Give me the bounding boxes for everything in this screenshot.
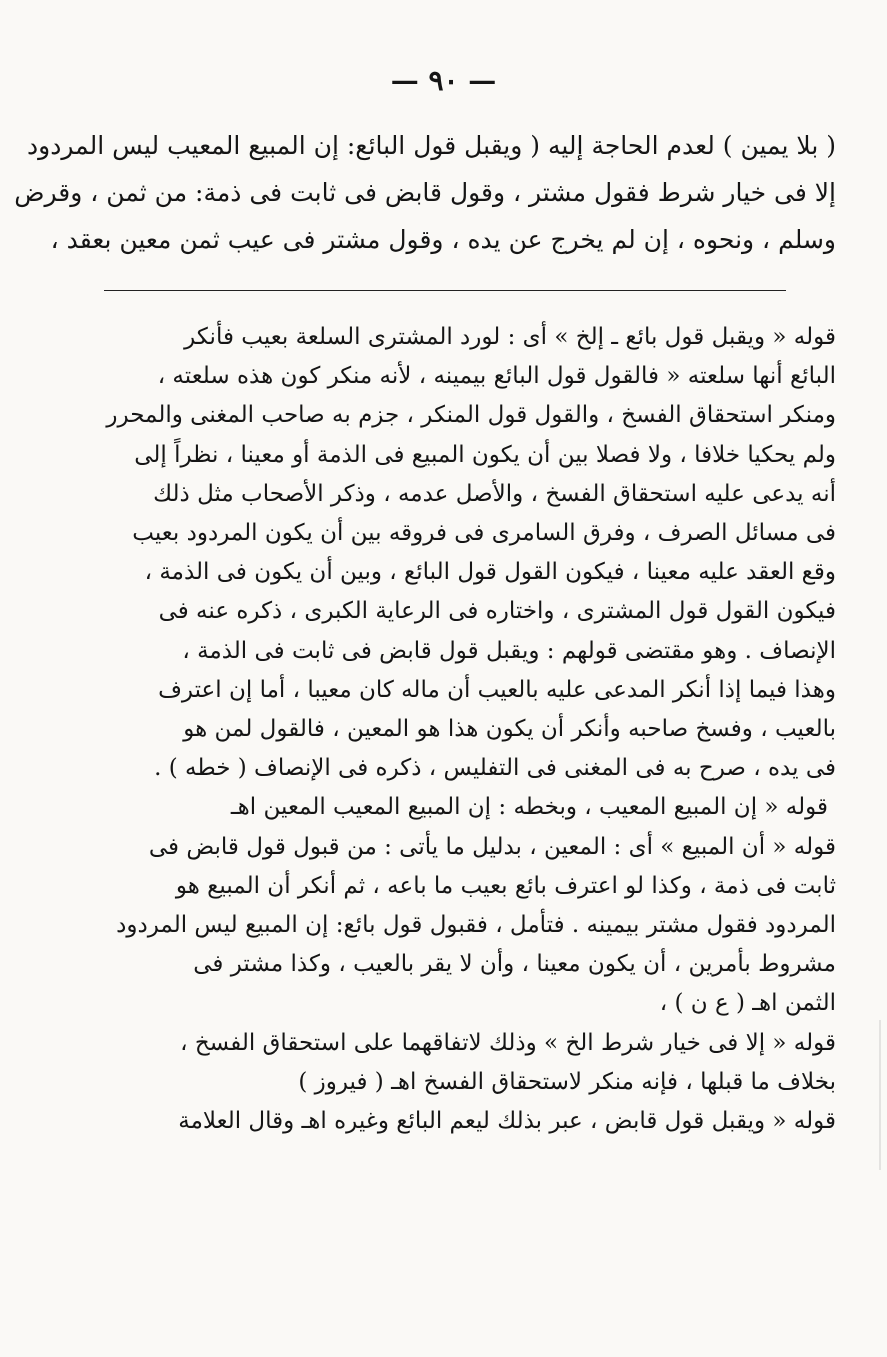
commentary-line: البائع أنها سلعته « فالقول قول البائع بيمينه ، لأنه منكر كون هذه سلعته ، xyxy=(157,363,836,390)
commentary-line: ومنكر استحقاق الفسخ ، والقول قول المنكر ، جزم به صاحب المغنى والمحرر xyxy=(106,402,836,429)
commentary-line: قوله « ويقبل قول قابض ، عبر بذلك ليعم البائع وغيره اهـ وقال العلامة xyxy=(178,1108,836,1135)
footnote-divider xyxy=(104,290,786,291)
commentary-line: ولم يحكيا خلافا ، ولا فصلا بين أن يكون المبيع فى الذمة أو معينا ، نظراً إلى xyxy=(134,441,836,468)
commentary-line: فيكون القول قول المشترى ، واختاره فى الرعاية الكبرى ، ذكره عنه فى xyxy=(158,598,836,625)
commentary-line: ثابت فى ذمة ، وكذا لو اعترف بائع بعيب ما باعه ، ثم أنكر أن المبيع هو xyxy=(175,872,836,899)
commentary-line: قوله « ويقبل قول بائع ـ إلخ » أى : لورد المشترى السلعة بعيب فأنكر xyxy=(184,324,836,350)
commentary-line: وهذا فيما إذا أنكر المدعى عليه بالعيب أن ماله كان معيبا ، أما إن اعترف xyxy=(158,676,836,703)
commentary-line: وقع العقد عليه معينا ، فيكون القول قول البائع ، وبين أن يكون فى الذمة ، xyxy=(144,559,836,586)
main-text-block xyxy=(14,122,836,263)
commentary-line: المردود فقول مشتر بيمينه . فتأمل ، فقبول قول بائع: إن المبيع ليس المردود xyxy=(116,912,836,939)
commentary-line: قوله « إلا فى خيار شرط الخ » وذلك لاتفاقهما على استحقاق الفسخ ، xyxy=(180,1029,836,1056)
commentary-line: قوله « إن المبيع المعيب ، وبخطه : إن المبيع المعيب المعين اهـ xyxy=(230,794,828,821)
commentary-line: قوله « أن المبيع » أى : المعين ، بدليل ما يأتى : من قبول قول قابض فى xyxy=(148,833,836,860)
commentary-line: بخلاف ما قبلها ، فإنه منكر لاستحقاق الفسخ اهـ ( فيروز ) xyxy=(298,1068,836,1095)
commentary-line: أنه يدعى عليه استحقاق الفسخ ، والأصل عدمه ، وذكر الأصحاب مثل ذلك xyxy=(153,480,836,507)
commentary-line: الإنصاف . وهو مقتضى قولهم : ويقبل قول قابض فى ثابت فى الذمة ، xyxy=(182,637,836,664)
commentary-line: الثمن اهـ ( ع ن ) ، xyxy=(659,990,836,1017)
page-number: — ٩٠ — xyxy=(390,64,497,97)
main-text-line: وسلم ، ونحوه ، إن لم يخرج عن يده ، وقول مشتر فى عيب ثمن معين بعقد ، xyxy=(50,225,836,254)
commentary-line: فى يده ، صرح به فى المغنى فى التفليس ، ذكره فى الإنصاف ( خطه ) . xyxy=(154,755,836,782)
commentary-line: مشروط بأمرين ، أن يكون معينا ، وأن لا يقر بالعيب ، وكذا مشتر فى xyxy=(193,951,836,978)
page-edge-shadow xyxy=(879,1020,881,1170)
main-text-line: إلا فى خيار شرط فقول مشتر ، وقول قابض فى ثابت فى ذمة: من ثمن ، وقرض xyxy=(14,178,836,207)
main-text-line: ( بلا يمين ) لعدم الحاجة إليه ( ويقبل قول البائع: إن المبيع المعيب ليس المردود xyxy=(27,131,836,160)
commentary-line: بالعيب ، وفسخ صاحبه وأنكر أن يكون هذا هو المعين ، فالقول لمن هو xyxy=(183,716,836,743)
commentary-block xyxy=(104,318,836,1141)
commentary-line: فى مسائل الصرف ، وفرق السامرى فى فروقه بين أن يكون المردود بعيب xyxy=(132,520,836,547)
